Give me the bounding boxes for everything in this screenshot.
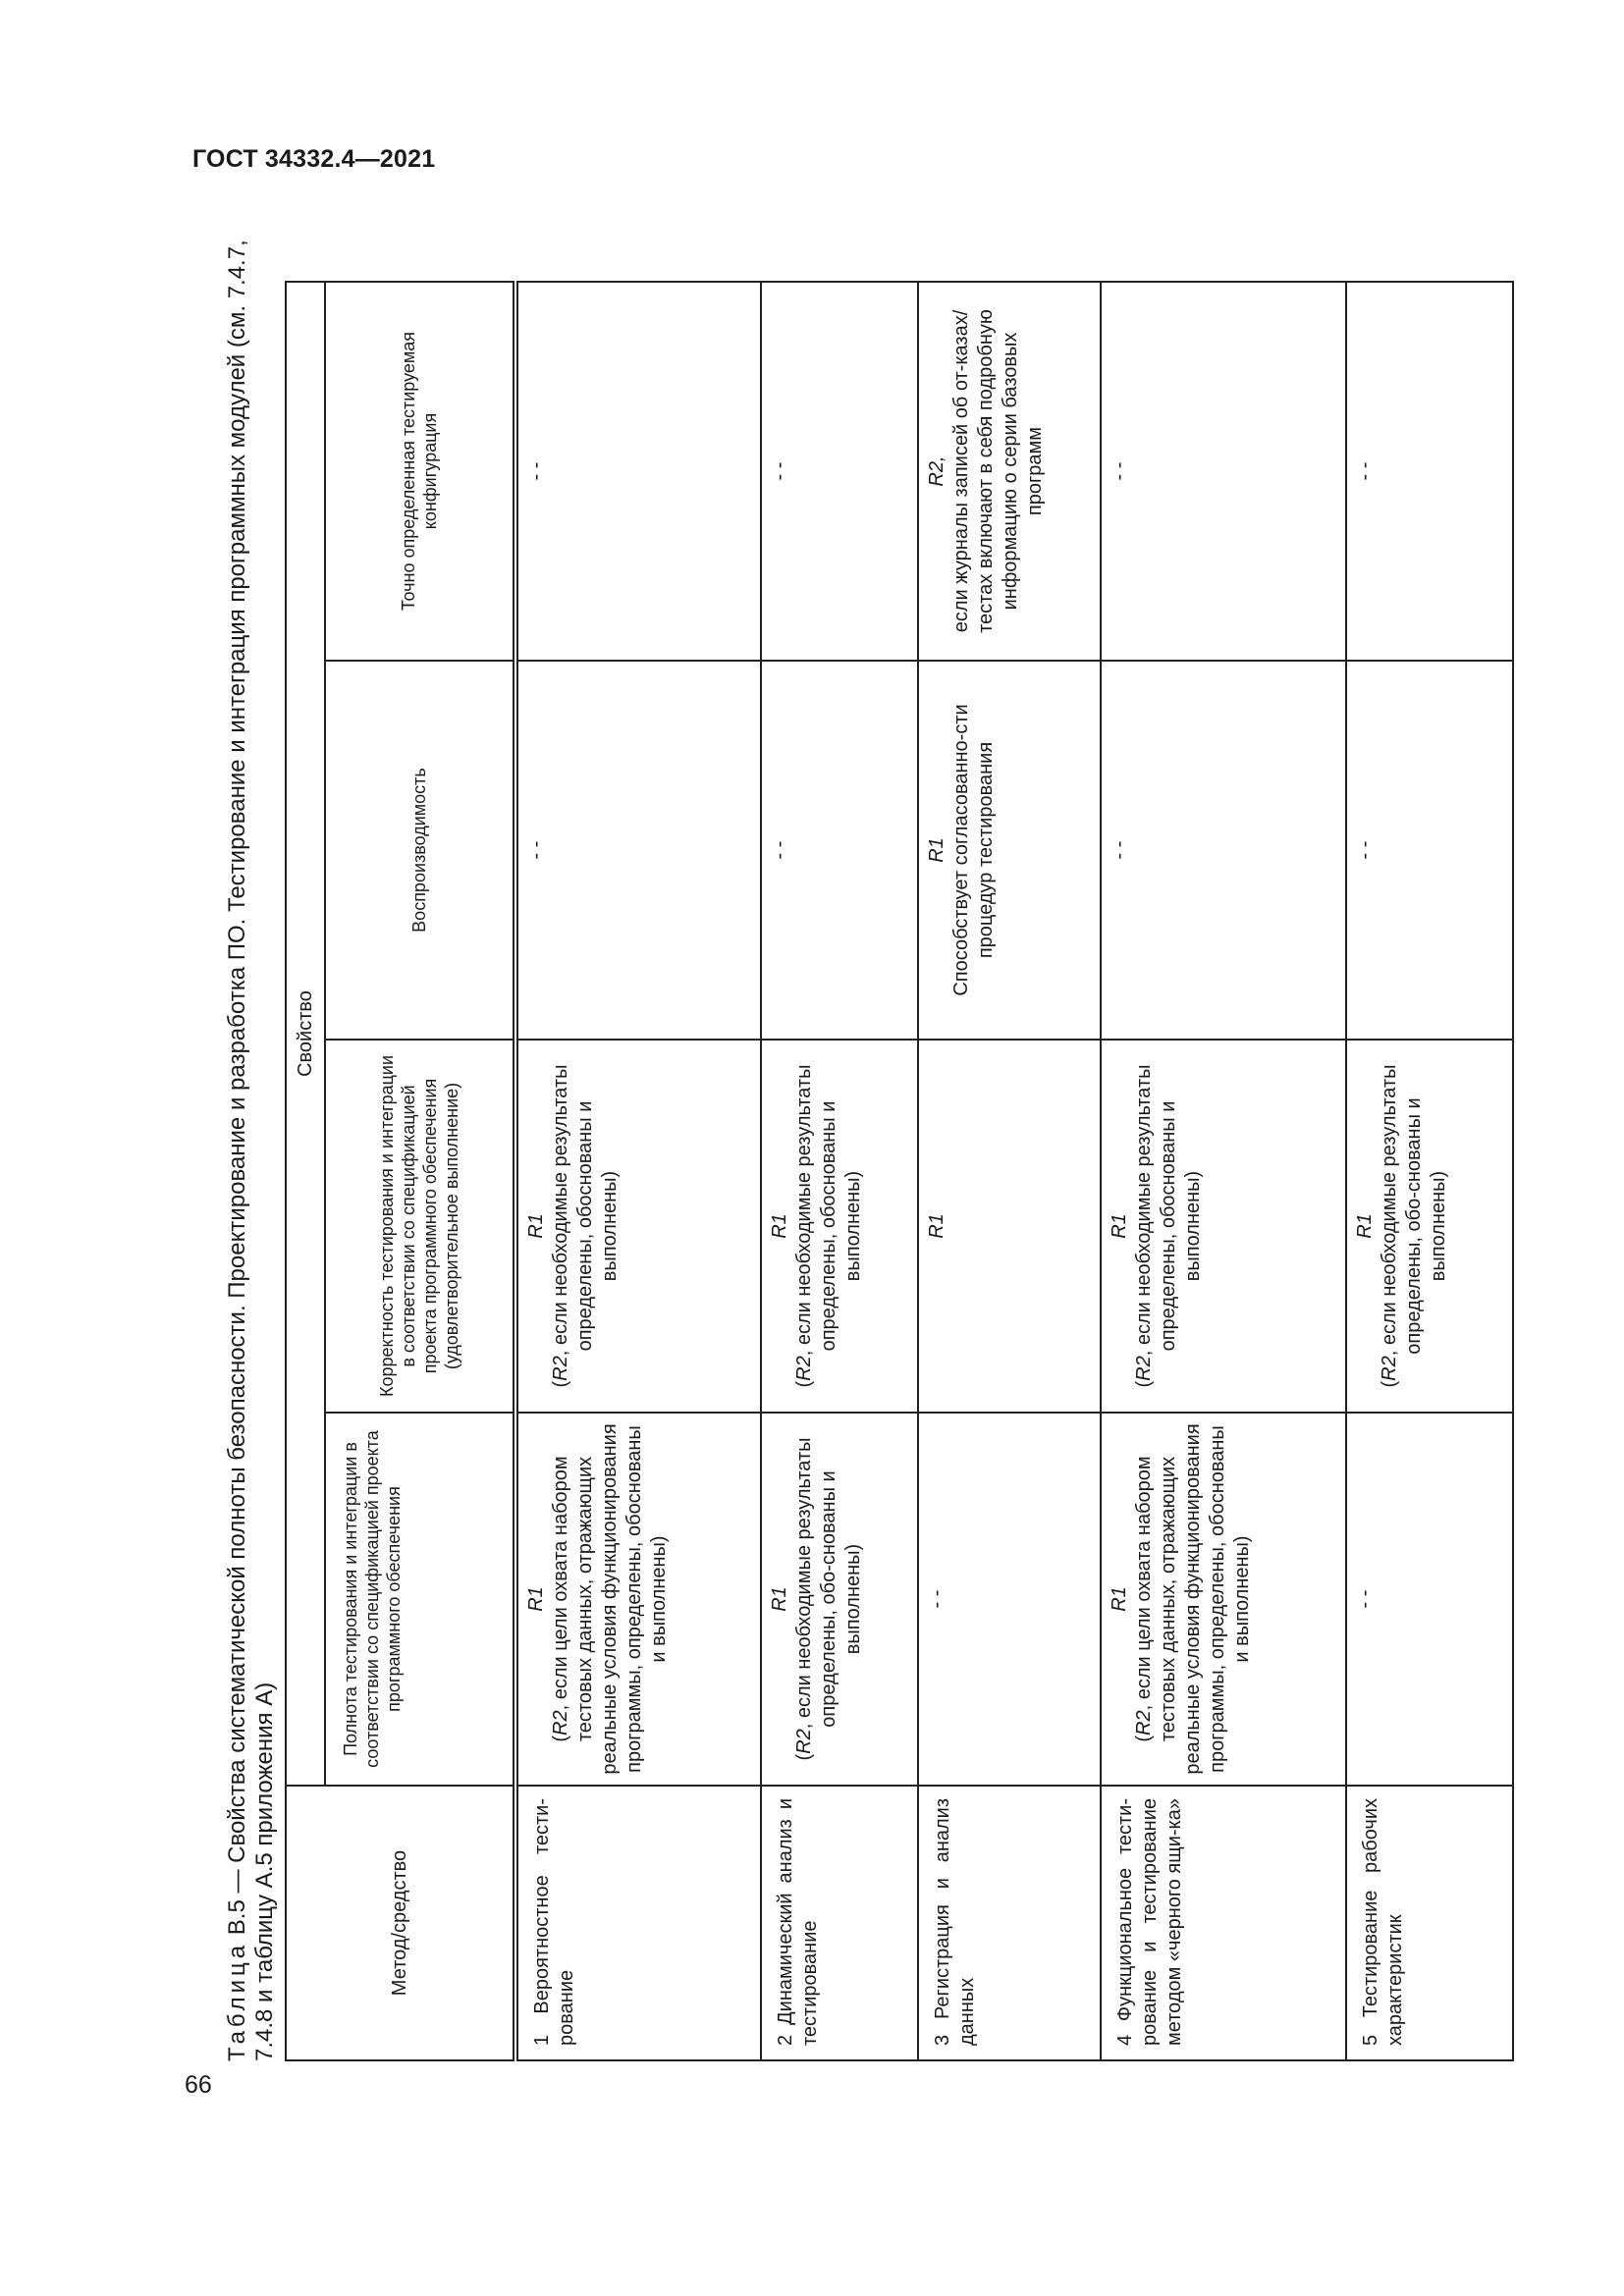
cell-correctness <box>761 1040 918 1413</box>
header-property-group: Свойство <box>286 282 325 1786</box>
cell-method: 4 Функциональное тести-рование и тестирование методом «черного ящи-ка» <box>1101 1786 1346 2060</box>
table-row <box>761 282 918 2060</box>
table-row <box>515 282 761 2060</box>
header-row-group <box>286 282 325 2060</box>
note-code: R2 <box>1379 1356 1400 1381</box>
cell-method: 1 Вероятностное тести-рование <box>515 1786 761 2060</box>
note-text: , если необходимые результаты определены, обоснованы и выполнены) <box>550 1064 621 1357</box>
requirement-note: (R2, если цели охвата набором тестовых данных, отражающих реальные условия функционирования программы, определены, обоснованы и выполнены) <box>1133 1423 1253 1775</box>
rotated-page-content <box>196 187 1463 2091</box>
table-body <box>515 282 1513 2060</box>
cell-correctness <box>918 1040 1101 1413</box>
cell-repeatability: - - <box>761 661 918 1040</box>
requirement-code: R1 <box>1109 1586 1130 1612</box>
cell-config: - - <box>1346 282 1513 661</box>
requirement-note: (R2, если необходимые результаты определены, обоснованы и выполнены) <box>793 1064 864 1388</box>
requirement-code: R2, <box>926 455 947 487</box>
cell-correctness <box>1101 1040 1346 1413</box>
table-row <box>1346 282 1513 2060</box>
table-row <box>1101 282 1346 2060</box>
cell-config: - - <box>761 282 918 661</box>
cell-method: 3 Регистрация и анализ данных <box>918 1786 1101 2060</box>
requirement-note: (R2, если необходимые результаты определены, обоснованы и выполнены) <box>550 1064 621 1388</box>
properties-table <box>285 281 1514 2061</box>
cell-completeness <box>761 1413 918 1786</box>
note-code: R2 <box>1133 1356 1155 1381</box>
table-row <box>918 282 1101 2060</box>
note-text: , если цели охвата набором тестовых данных, отражающих реальные условия функционирования программы, определены, обоснованы и выполнены) <box>1133 1423 1253 1775</box>
cell-repeatability: - - <box>1346 661 1513 1040</box>
requirement-code: R1 <box>926 837 947 863</box>
cell-completeness <box>1101 1413 1346 1786</box>
requirement-code: R1 <box>926 1213 947 1239</box>
note-code: R2 <box>550 1356 571 1381</box>
note-text: , если цели охвата набором тестовых данных, отражающих реальные условия функционирования программы, определены, обоснованы и выполнены) <box>550 1423 670 1775</box>
header-config: Точно определенная тестируемая конфигурация <box>325 282 515 661</box>
note-text: , если необходимые результаты определены, обо-снованы и выполнены) <box>793 1437 864 1730</box>
cell-config: - - <box>1101 282 1346 661</box>
note-text: , если необходимые результаты определены, обоснованы и выполнены) <box>793 1064 864 1357</box>
requirement-code: R1 <box>525 1213 547 1239</box>
caption-text: В.5 — Свойства систематической полноты безопасности. Проектирование и разработка ПО. Тестирование и интеграция программных модулей (см. 7.4.7, 7.4.8 и таблицу А.5 приложения А) <box>224 240 278 2061</box>
note-code: R2 <box>550 1710 571 1735</box>
cell-config <box>918 282 1101 661</box>
document-header: ГОСТ 34332.4—2021 <box>192 145 436 173</box>
cell-text: Способствует согласованно-сти процедур тестирования <box>950 704 997 996</box>
requirement-code: R1 <box>769 1213 790 1239</box>
requirement-code: R1 <box>1109 1213 1130 1239</box>
table-caption <box>224 216 279 2061</box>
cell-text: если журналы записей об от-казах/тестах включают в себя подробную информацию о серии базовых программ <box>950 309 1046 633</box>
requirement-note: (R2, если необходимые результаты определены, обоснованы и выполнены) <box>1133 1064 1204 1388</box>
requirement-code: R1 <box>1354 1213 1376 1239</box>
header-repeatability: Воспроизводимость <box>325 661 515 1040</box>
table-head <box>286 282 515 2060</box>
cell-method: 5 Тестирование рабочих характеристик <box>1346 1786 1513 2060</box>
requirement-note: (R2, если необходимые результаты определены, обо-снованы и выполнены) <box>1379 1064 1449 1388</box>
cell-correctness <box>1346 1040 1513 1413</box>
note-code: R2 <box>1133 1710 1155 1735</box>
cell-config: - - <box>515 282 761 661</box>
requirement-note: (R2, если цели охвата набором тестовых данных, отражающих реальные условия функционирования программы, определены, обоснованы и выполнены) <box>550 1423 670 1775</box>
cell-method: 2 Динамический анализ и тестирование <box>761 1786 918 2060</box>
note-text: , если необходимые результаты определены, обоснованы и выполнены) <box>1133 1064 1204 1357</box>
note-code: R2 <box>793 1729 815 1754</box>
requirement-code: R1 <box>769 1586 790 1612</box>
cell-repeatability: - - <box>515 661 761 1040</box>
header-completeness: Полнота тестирования и интеграции в соответствии со спецификацией проекта программного обеспечения <box>325 1413 515 1786</box>
requirement-note: (R2, если необходимые результаты определены, обо-снованы и выполнены) <box>793 1437 864 1761</box>
cell-completeness: - - <box>918 1413 1101 1786</box>
header-method: Метод/средство <box>286 1786 515 2060</box>
table-wrapper <box>285 281 1514 2061</box>
note-code: R2 <box>793 1356 815 1381</box>
requirement-code: R1 <box>525 1586 547 1612</box>
cell-repeatability: - - <box>1101 661 1346 1040</box>
cell-completeness: - - <box>1346 1413 1513 1786</box>
page-number: 66 <box>185 2071 212 2099</box>
header-correctness: Корректность тестирования и интеграции в соответствии со спецификацией проекта программного обеспечения (удовлетворительное выполнение) <box>325 1040 515 1413</box>
note-text: , если необходимые результаты определены, обо-снованы и выполнены) <box>1379 1064 1449 1357</box>
cell-repeatability <box>918 661 1101 1040</box>
cell-completeness <box>515 1413 761 1786</box>
caption-label: Таблица <box>224 1941 250 2061</box>
cell-correctness <box>515 1040 761 1413</box>
